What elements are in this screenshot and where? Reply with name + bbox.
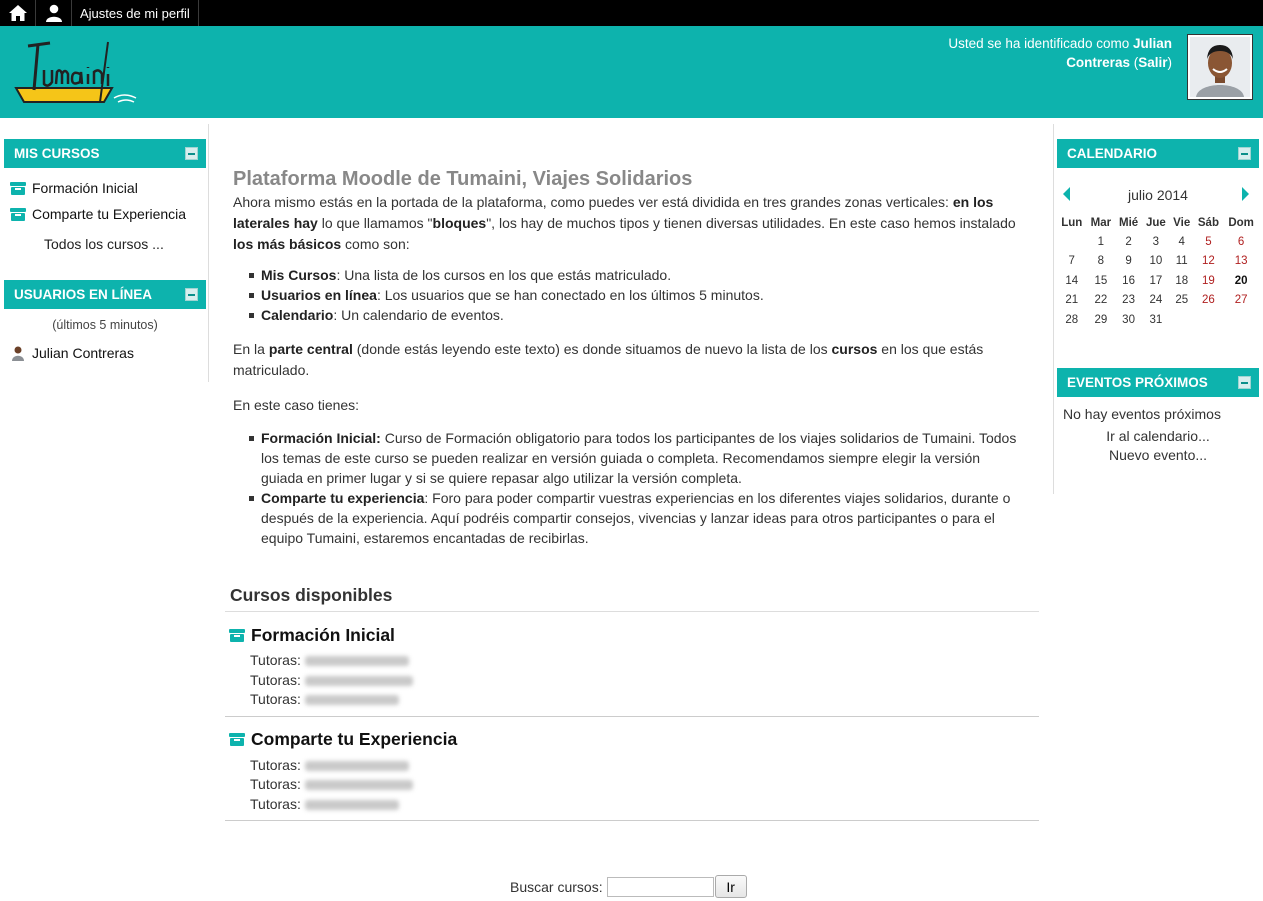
weekday-header: Vie (1173, 217, 1191, 229)
block-my-courses (4, 139, 206, 259)
calendar-day[interactable]: 12 (1202, 255, 1215, 268)
redacted-name[interactable] (305, 695, 399, 705)
list-item: Formación Inicial: Curso de Formación obligatorio para todos los participantes de los viajes solidarios de Tumaini. Todos los temas de este curso se pueden realizar en versión guiada o completa. Recomendamos siempre elegir la versión guiada en primer lugar y si se quiere repasar algo utilizar la versión completa. (233, 428, 1018, 488)
calendar-day[interactable]: 29 (1094, 313, 1108, 326)
calendar-day[interactable]: 9 (1125, 255, 1132, 268)
home-icon (8, 4, 28, 22)
calendar-day[interactable]: 25 (1175, 294, 1189, 307)
courses-description-list (233, 428, 1018, 548)
calendar-day[interactable]: 5 (1205, 235, 1212, 248)
profile-settings-link[interactable]: Ajustes de mi perfil (72, 0, 199, 26)
list-item: Mis Cursos: Una lista de los cursos en los que estás matriculado. (233, 265, 1018, 285)
calendar-empty-cell (1170, 310, 1194, 330)
courses-intro: En este caso tienes: (233, 397, 360, 413)
course-icon (229, 629, 245, 642)
redacted-name[interactable] (305, 676, 413, 686)
calendar-day[interactable]: 2 (1125, 235, 1132, 248)
calendar-day[interactable]: 1 (1097, 235, 1105, 248)
calendar-day[interactable]: 21 (1065, 294, 1079, 307)
calendar-month[interactable]: julio 2014 (1128, 187, 1188, 203)
page-title: Plataforma Moodle de Tumaini, Viajes Solidarios (233, 168, 693, 190)
calendar-day[interactable]: 31 (1149, 313, 1163, 326)
course-title[interactable] (229, 623, 1039, 647)
block-online-users (4, 280, 206, 366)
list-item: Usuarios en línea: Los usuarios que se han conectado en los últimos 5 minutos. (233, 285, 1018, 305)
weekday-header: Sáb (1197, 217, 1219, 229)
block-header (4, 280, 206, 309)
block-upcoming-events (1057, 368, 1259, 465)
calendar-day[interactable]: 15 (1094, 274, 1108, 287)
no-events-text: No hay eventos próximos (1063, 406, 1221, 422)
calendar-day[interactable]: 23 (1122, 294, 1135, 307)
weekday-header: Mié (1118, 217, 1139, 229)
teacher-row: Tutoras: (250, 651, 1039, 671)
block-title: EVENTOS PRÓXIMOS (1067, 375, 1208, 390)
list-item: Calendario: Un calendario de eventos. (233, 305, 1018, 325)
redacted-name[interactable] (305, 656, 409, 666)
calendar-day[interactable]: 17 (1149, 274, 1163, 287)
course-box (225, 717, 1039, 822)
calendar-empty-cell (1057, 232, 1087, 252)
intro-paragraph: Ahora mismo estás en la portada de la plataforma, como puedes ver está dividida en tres grandes zonas verticales: en los laterales hay lo que llamamos "bloques", los hay de muchos tipos y tienen diversas utilidades. En este caso hemos instalado los más básicos como son: (233, 194, 1016, 252)
block-title: CALENDARIO (1067, 146, 1157, 161)
right-column-divider (1053, 124, 1054, 494)
teacher-row: Tutoras: (250, 775, 1039, 795)
calendar-day[interactable]: 27 (1234, 294, 1248, 307)
search-label: Buscar cursos: (510, 878, 603, 895)
user-icon (45, 4, 63, 22)
calendar-table (1057, 214, 1259, 330)
page-header (0, 26, 1263, 118)
weekday-header: Mar (1090, 217, 1112, 229)
course-name[interactable]: Comparte tu Experiencia (32, 206, 187, 222)
logout-link[interactable]: Salir (1138, 55, 1168, 70)
next-month-icon[interactable] (1242, 187, 1249, 201)
calendar-day[interactable]: 8 (1097, 255, 1105, 268)
available-courses-title: Cursos disponibles (225, 582, 1039, 612)
new-event-link[interactable]: Nuevo evento... (1108, 447, 1208, 463)
home-button[interactable] (0, 0, 36, 26)
calendar-day[interactable]: 22 (1094, 294, 1108, 307)
teacher-row: Tutoras: (250, 756, 1039, 776)
course-title[interactable] (229, 728, 1039, 752)
teacher-list (229, 756, 1039, 815)
course-icon (229, 733, 245, 746)
user-name-link[interactable]: Julian Contreras (1066, 36, 1172, 70)
block-calendar (1057, 139, 1259, 330)
calendar-day[interactable]: 3 (1152, 235, 1160, 248)
block-title: MIS CURSOS (14, 146, 100, 161)
block-header (1057, 368, 1259, 397)
course-box (225, 612, 1039, 717)
course-name[interactable]: Comparte tu Experiencia (251, 729, 458, 749)
teacher-row: Tutoras: (250, 671, 1039, 691)
calendar-day[interactable]: 30 (1122, 313, 1135, 326)
collapse-icon[interactable] (1238, 376, 1251, 389)
calendar-day[interactable]: 26 (1202, 294, 1215, 307)
calendar-week (1057, 291, 1259, 311)
my-course-item[interactable] (4, 175, 206, 201)
redacted-name[interactable] (305, 761, 409, 771)
calendar-empty-cell (1194, 310, 1224, 330)
calendar-day[interactable]: 4 (1178, 235, 1185, 248)
blocks-list (233, 265, 1018, 325)
user-menu-button[interactable] (36, 0, 72, 26)
calendar-empty-cell (1223, 310, 1259, 330)
course-name[interactable]: Formación Inicial (251, 624, 395, 645)
my-courses-list (4, 168, 206, 259)
calendar-day[interactable]: 11 (1175, 255, 1188, 268)
calendar-day[interactable]: 18 (1175, 274, 1189, 287)
center-paragraph: En la parte central (donde estás leyendo este texto) es donde situamos de nuevo la lista de los cursos en los que estás matriculado. (233, 341, 984, 378)
redacted-name[interactable] (305, 780, 413, 790)
online-user-name[interactable]: Julian Contreras (32, 345, 134, 361)
site-logo[interactable] (4, 32, 140, 112)
course-icon (10, 208, 26, 221)
weekday-header: Jue (1145, 217, 1166, 229)
login-info: Usted se ha identificado como Julian Contreras (Salir) (948, 36, 1172, 70)
calendar-day[interactable]: 13 (1234, 255, 1248, 268)
calendar-day[interactable]: 19 (1202, 274, 1215, 287)
collapse-icon[interactable] (185, 288, 198, 301)
calendar-day[interactable]: 6 (1237, 235, 1245, 248)
calendar-day[interactable]: 16 (1122, 274, 1135, 287)
weekday-header: Dom (1228, 217, 1254, 229)
left-column-divider (208, 124, 209, 382)
block-header (1057, 139, 1259, 168)
main-content (233, 166, 1018, 562)
block-header (4, 139, 206, 168)
calendar-week (1057, 232, 1259, 252)
calendar-day[interactable]: 7 (1068, 255, 1075, 268)
calendar-week (1057, 252, 1259, 272)
calendar-nav (1057, 168, 1259, 208)
calendar-week (1057, 310, 1259, 330)
calendar-day[interactable]: 14 (1065, 274, 1079, 287)
online-period: (últimos 5 minutos) (52, 318, 158, 332)
login-prefix: Usted se ha identificado como (948, 36, 1130, 51)
teacher-row: Tutoras: (250, 690, 1039, 710)
redacted-name[interactable] (305, 800, 399, 810)
tumaini-logo-icon (4, 32, 140, 112)
course-name[interactable]: Formación Inicial (32, 180, 138, 196)
calendar-day[interactable]: 24 (1149, 294, 1163, 307)
calendar-day[interactable]: 20 (1234, 274, 1248, 287)
collapse-icon[interactable] (1238, 147, 1251, 160)
goto-calendar-link[interactable]: Ir al calendario... (1106, 428, 1210, 444)
top-navbar (0, 0, 1263, 26)
calendar-day[interactable]: 10 (1149, 255, 1163, 268)
search-submit-button[interactable]: Ir (715, 875, 747, 898)
search-input[interactable] (607, 877, 714, 897)
course-search (510, 875, 747, 898)
teacher-list (229, 651, 1039, 710)
teacher-row: Tutoras: (250, 795, 1039, 815)
block-title: USUARIOS EN LÍNEA (14, 287, 153, 302)
course-icon (10, 182, 26, 195)
calendar-week (1057, 271, 1259, 291)
collapse-icon[interactable] (185, 147, 198, 160)
all-courses-link[interactable]: Todos los cursos ... (44, 236, 164, 252)
list-item: Comparte tu experiencia: Foro para poder compartir vuestras experiencias en los diferentes viajes solidarios, durante o después de la experiencia. Aquí podréis compartir consejos, vivencias y lanzar ideas para otros participantes o para el equipo Tumaini, estaremos encantadas de recibirlas. (233, 488, 1018, 548)
user-avatar[interactable] (1187, 34, 1253, 100)
my-course-item[interactable] (4, 201, 206, 227)
online-user-item[interactable] (4, 340, 206, 366)
calendar-day[interactable]: 28 (1065, 313, 1079, 326)
avatar-photo-icon (1190, 37, 1250, 97)
available-courses (225, 582, 1039, 821)
weekday-header: Lun (1061, 217, 1083, 229)
user-avatar-icon (10, 345, 26, 361)
